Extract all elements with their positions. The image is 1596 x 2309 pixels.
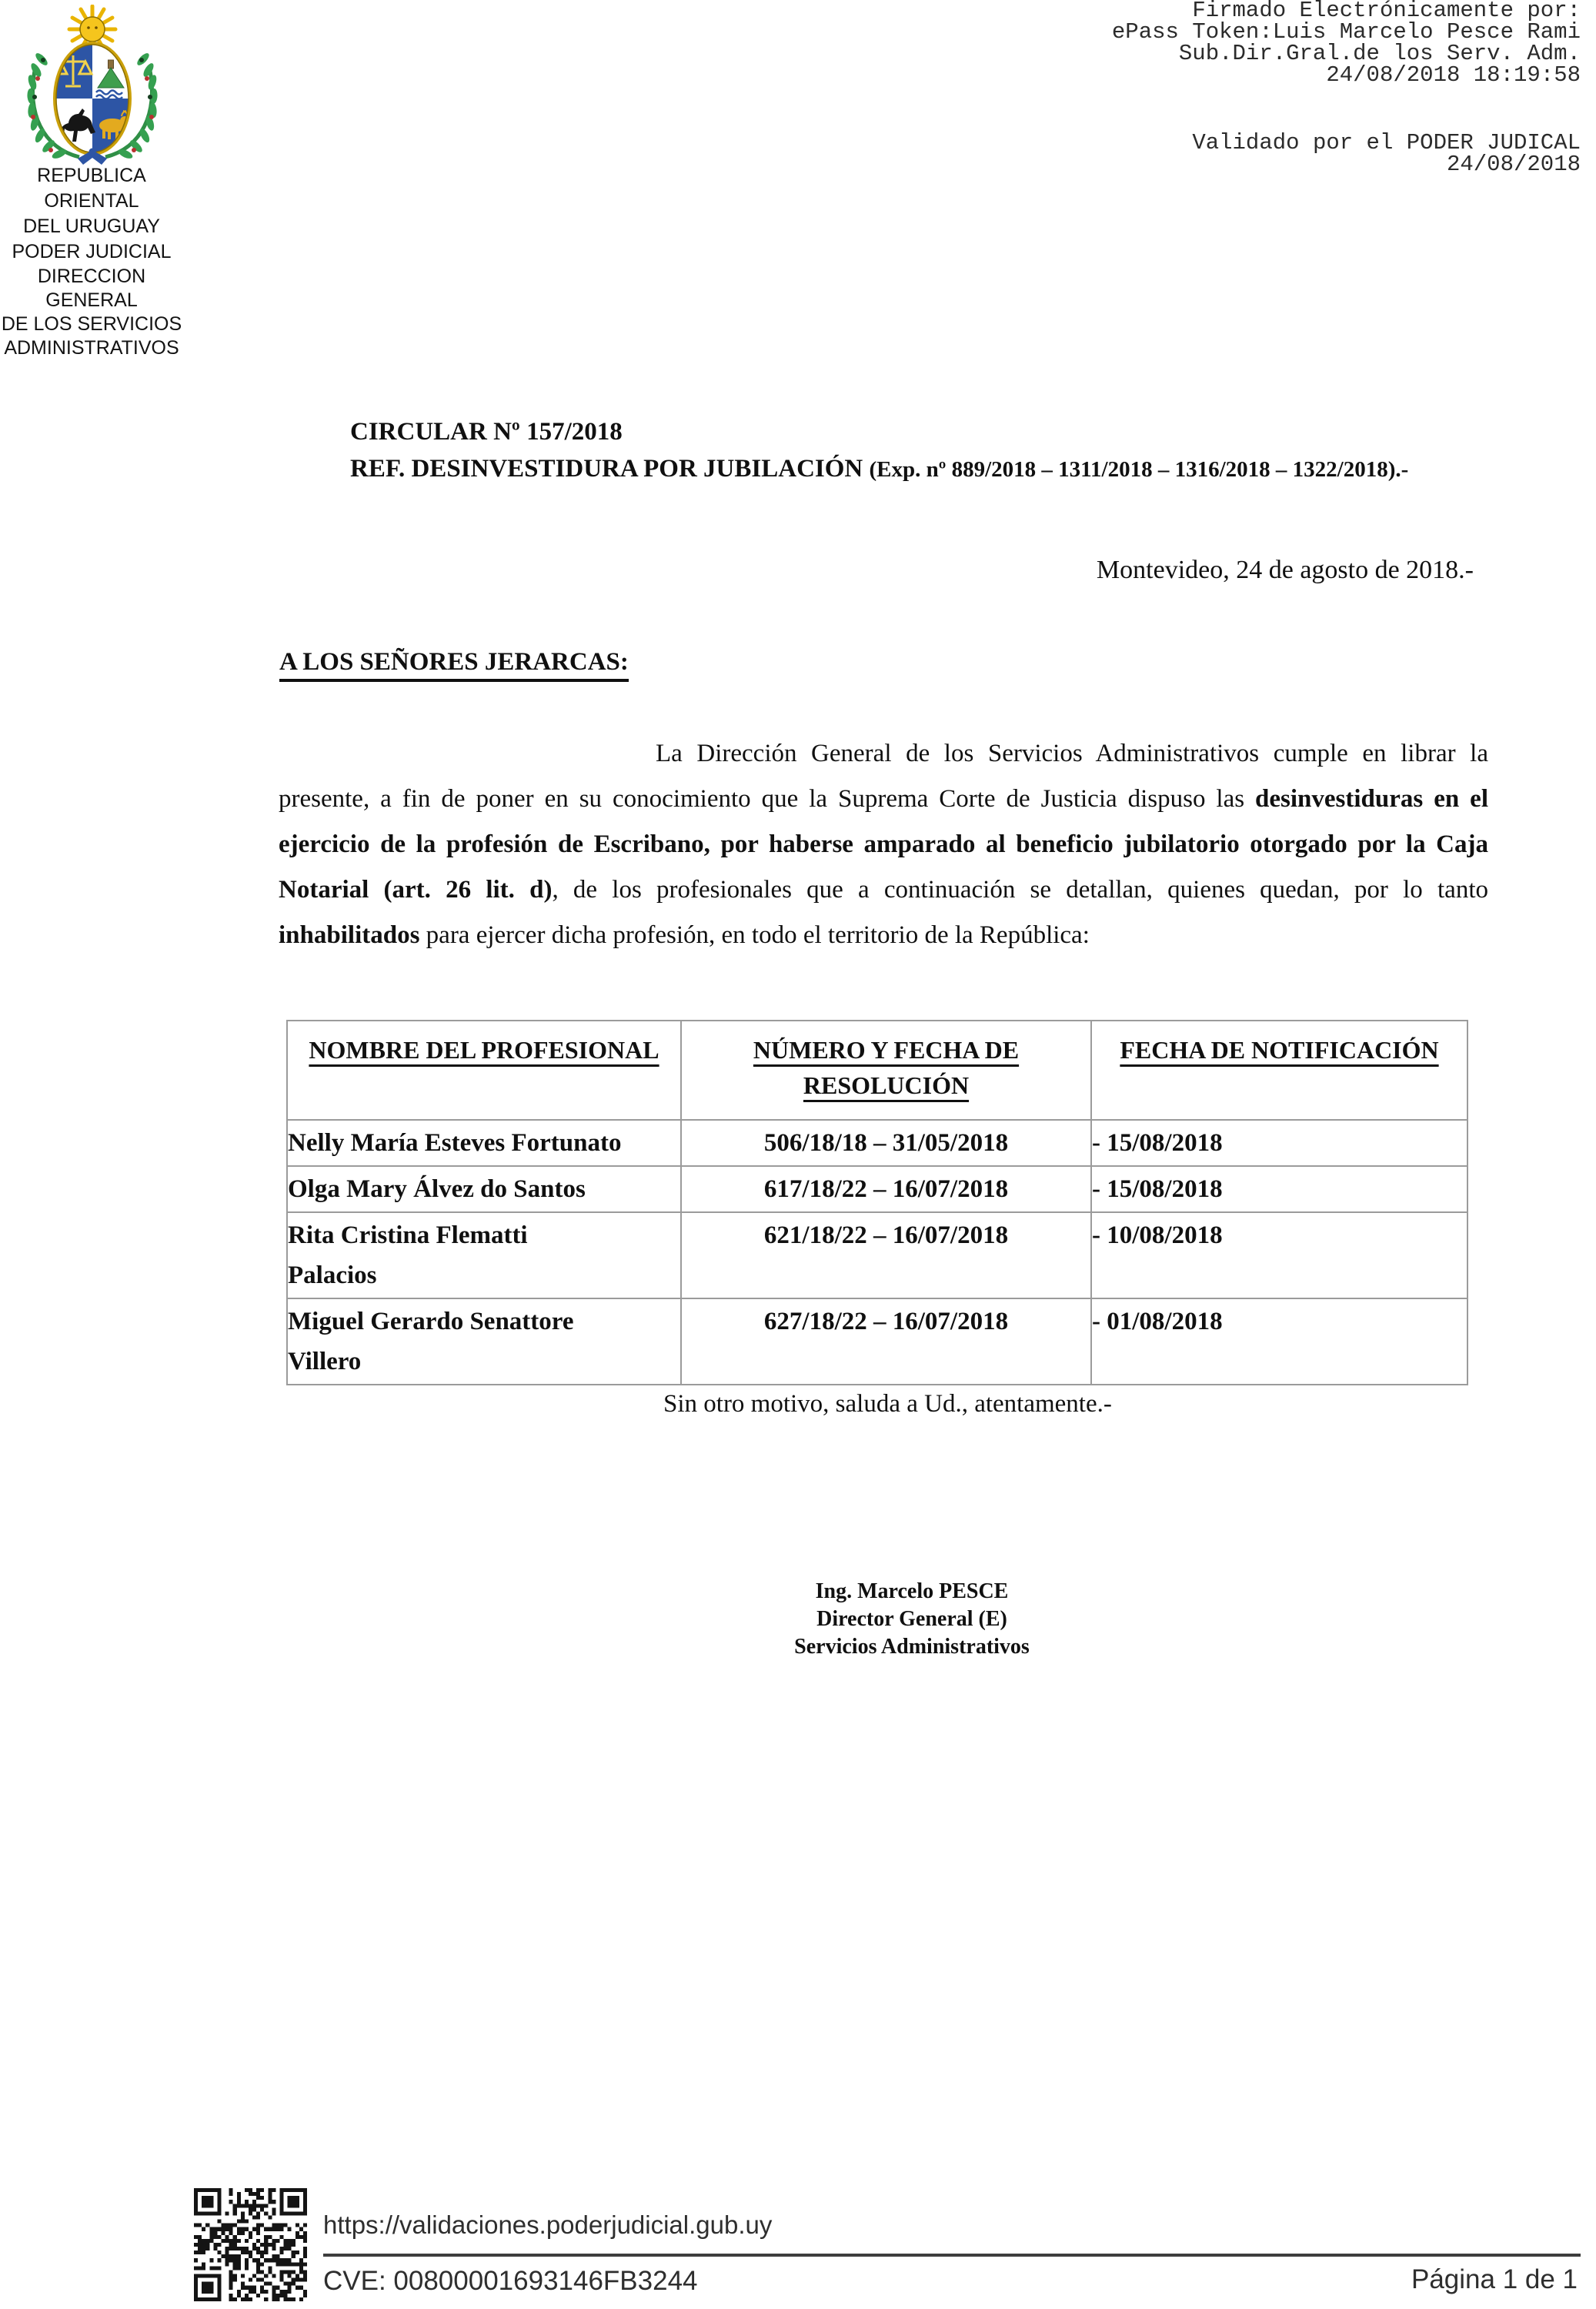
- cell-nombre: Olga Mary Álvez do Santos: [287, 1166, 681, 1212]
- cell-nombre: Nelly María Esteves Fortunato: [287, 1120, 681, 1166]
- cell-resolucion: 617/18/22 – 16/07/2018: [681, 1166, 1091, 1212]
- reference-title: REF. DESINVESTIDURA POR JUBILACIÓN: [350, 455, 870, 483]
- validation-stamp: [1112, 132, 1581, 175]
- cell-nombre: Rita Cristina Flematti Palacios: [287, 1212, 681, 1298]
- stamp-line: Firmado Electrónicamente por:: [1192, 0, 1581, 23]
- cell-resolucion: 621/18/22 – 16/07/2018: [681, 1212, 1091, 1298]
- org-line: DEL URUGUAY: [23, 216, 160, 237]
- header-notificacion: FECHA DE NOTIFICACIÓN: [1091, 1021, 1467, 1120]
- cell-notificacion: - 10/08/2018: [1091, 1212, 1467, 1298]
- salutation: A LOS SEÑORES JERARCAS:: [279, 648, 629, 682]
- signature-block: [758, 1578, 1066, 1661]
- reference-line: [350, 455, 1408, 483]
- header-resolucion: NÚMERO Y FECHA DE RESOLUCIÓN: [681, 1021, 1091, 1120]
- signature-office: Servicios Administrativos: [794, 1635, 1030, 1659]
- stamp-line: ePass Token:Luis Marcelo Pesce Rami: [1111, 19, 1581, 45]
- validation-url: https://validaciones.poderjudicial.gub.uy: [323, 2210, 773, 2239]
- uruguay-coat-of-arms-icon: [19, 5, 165, 163]
- division-line: DIRECCION GENERAL: [37, 266, 146, 311]
- stamp-line: Validado por el PODER JUDICAL: [1192, 130, 1581, 155]
- cell-notificacion: - 15/08/2018: [1091, 1166, 1467, 1212]
- body-lead: La Dirección General de los Servicios Administrativos cumple en librar la presente, a fin de poner en su conocimiento que la Suprema Corte de Justicia dispuso las: [279, 740, 1488, 813]
- dateline: Montevideo, 24 de agosto de 2018.-: [1096, 556, 1474, 584]
- table-header-row: [287, 1021, 1467, 1120]
- qr-code: [194, 2188, 307, 2301]
- letterhead-org: [0, 163, 183, 265]
- shield: [53, 42, 132, 155]
- letterhead-division: [0, 265, 183, 360]
- electronic-signature-stamp: [1112, 0, 1581, 175]
- body-tail: para ejercer dicha profesión, en todo el territorio de la República:: [419, 921, 1090, 949]
- org-line: REPUBLICA ORIENTAL: [37, 165, 146, 212]
- table-row: [287, 1120, 1467, 1166]
- division-line: ADMINISTRATIVOS: [4, 337, 179, 359]
- cell-notificacion: - 15/08/2018: [1091, 1120, 1467, 1166]
- cve-code: CVE: 00800001693146FB3244: [323, 2266, 698, 2296]
- closing-line: Sin otro motivo, saluda a Ud., atentamente.-: [663, 1390, 1112, 1418]
- table-row: [287, 1166, 1467, 1212]
- reference-expedientes: (Exp. nº 889/2018 – 1311/2018 – 1316/2018 – 1322/2018).-: [869, 457, 1409, 482]
- stamp-line: 24/08/2018: [1446, 152, 1581, 177]
- cell-resolucion: 627/18/22 – 16/07/2018: [681, 1298, 1091, 1385]
- page-indicator: Página 1 de 1: [1411, 2264, 1578, 2294]
- header-nombre: NOMBRE DEL PROFESIONAL: [287, 1021, 681, 1120]
- footer-divider: [323, 2254, 1581, 2257]
- cell-nombre: Miguel Gerardo Senattore Villero: [287, 1298, 681, 1385]
- body-bold-desinvestiduras: desinvestiduras en el ejercicio de la profesión de Escribano, por haberse amparado al beneficio jubilatorio otorgado por la Caja Notarial (art. 26 lit. d): [279, 785, 1488, 904]
- body-mid: , de los profesionales que a continuación se detallan, quienes quedan, por lo tanto: [552, 876, 1488, 904]
- division-line: DE LOS SERVICIOS: [1, 313, 182, 335]
- table-row: [287, 1298, 1467, 1385]
- cell-resolucion: 506/18/18 – 31/05/2018: [681, 1120, 1091, 1166]
- table-row: [287, 1212, 1467, 1298]
- stamp-line: Sub.Dir.Gral.de los Serv. Adm.: [1178, 41, 1581, 66]
- cell-notificacion: - 01/08/2018: [1091, 1298, 1467, 1385]
- stamp-line: 24/08/2018 18:19:58: [1326, 62, 1581, 88]
- circular-number: CIRCULAR Nº 157/2018: [350, 418, 623, 446]
- body-paragraph: [279, 731, 1488, 958]
- org-line: PODER JUDICIAL: [12, 241, 172, 262]
- signature-name: Ing. Marcelo PESCE: [815, 1579, 1009, 1603]
- professionals-table: [286, 1020, 1468, 1385]
- signature-title: Director General (E): [816, 1607, 1007, 1631]
- body-bold-inhabilitados: inhabilitados: [279, 921, 420, 949]
